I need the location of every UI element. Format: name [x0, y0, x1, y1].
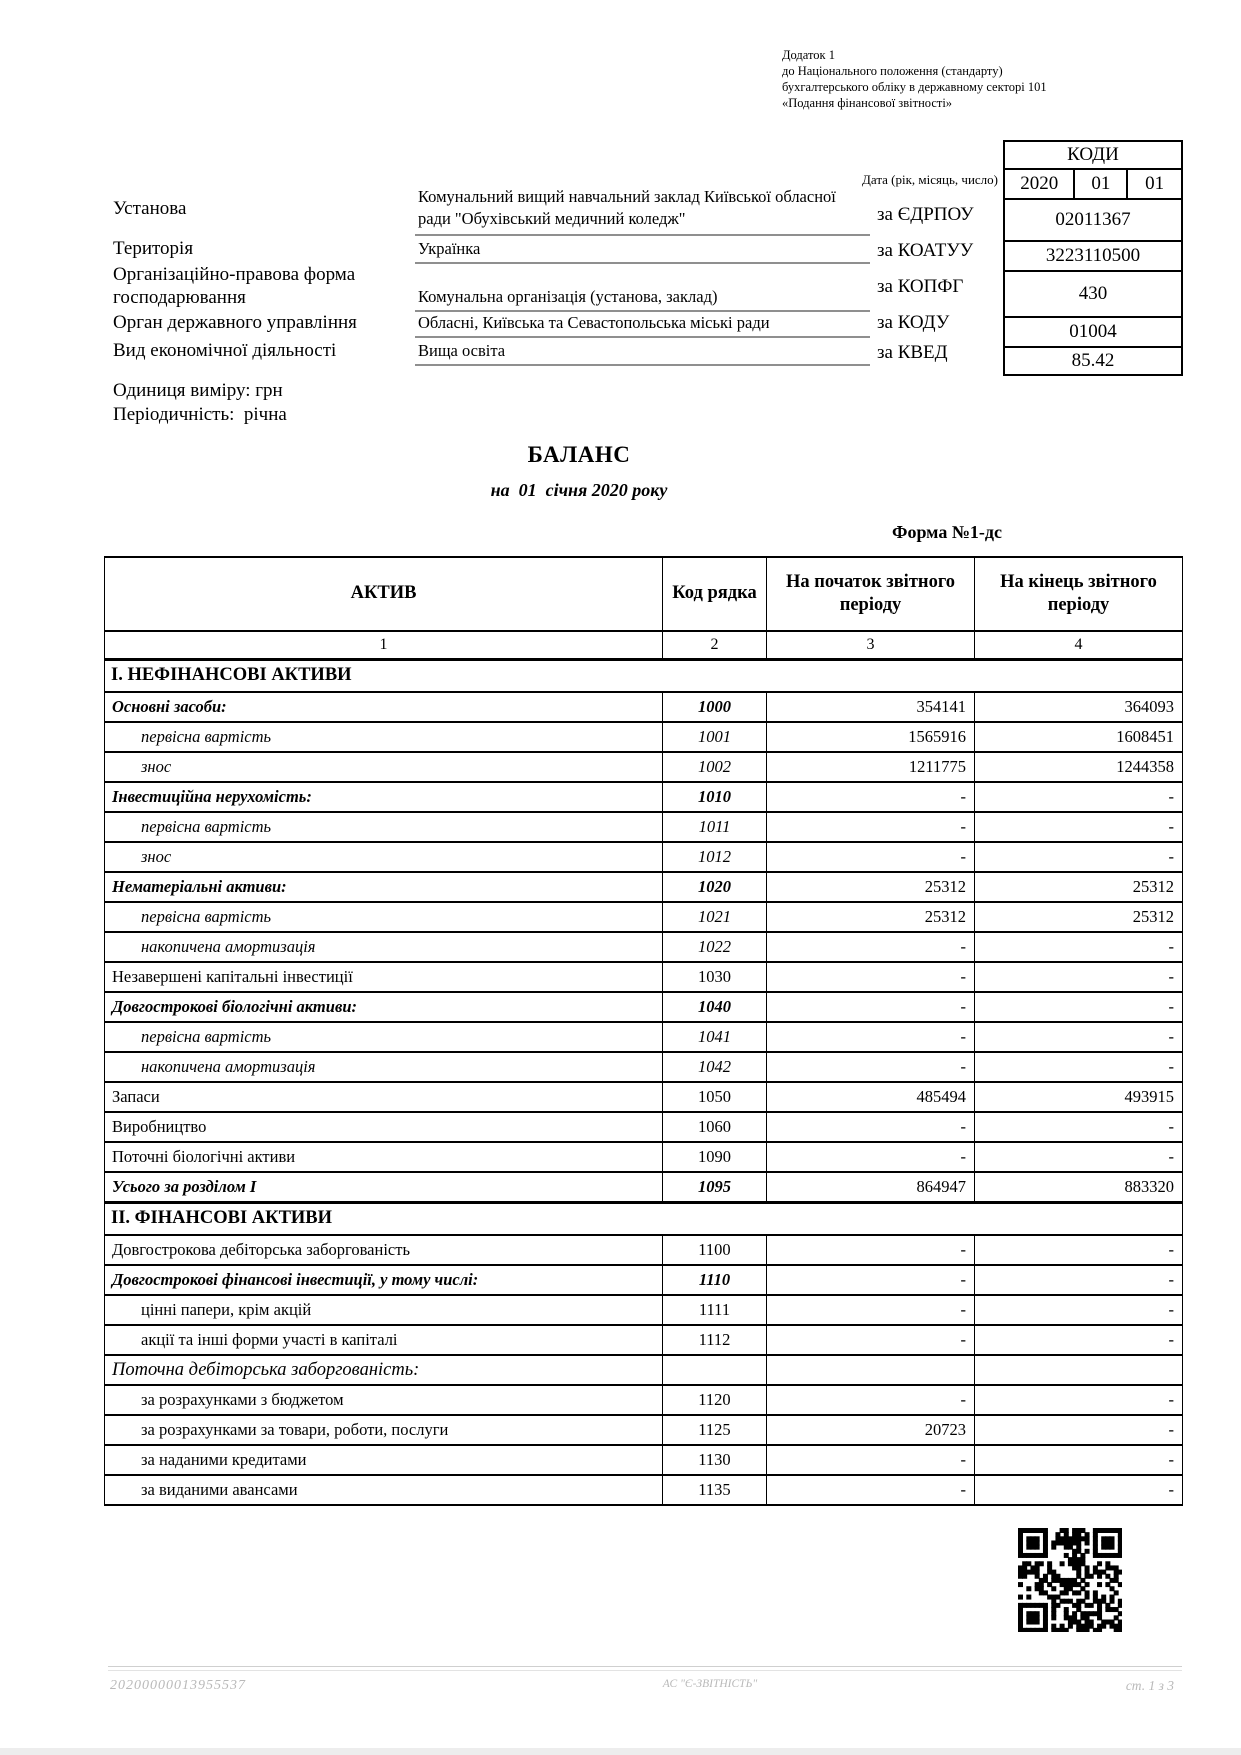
cell-start-1130: - [767, 1445, 975, 1475]
codes-date-row [1003, 168, 1183, 200]
cell-start-1120: - [767, 1385, 975, 1415]
header-aktiv: АКТИВ [105, 557, 663, 631]
cell-label-1095: Усього за розділом І [105, 1172, 663, 1202]
cell-label-1112: акції та інші форми участі в капіталі [105, 1325, 663, 1355]
cell-label-1125: за розрахунками за товари, роботи, послуги [105, 1415, 663, 1445]
org-form-label: Організаційно-правова форма господарювання [113, 264, 356, 308]
cell-start-1040: - [767, 992, 975, 1022]
cell-end-1030: - [975, 962, 1183, 992]
cell-end-1135: - [975, 1475, 1183, 1505]
document-annotation [782, 47, 1047, 111]
cell-start-1060: - [767, 1112, 975, 1142]
cell-code-1090: 1090 [663, 1142, 767, 1172]
cell-label-1111: цінні папери, крім акцій [105, 1295, 663, 1325]
cell-start-1135: - [767, 1475, 975, 1505]
cell-label-1090: Поточні біологічні активи [105, 1142, 663, 1172]
table-row-1120 [105, 1385, 1183, 1415]
territory-value: Українка [415, 238, 870, 264]
cell-label-1021: первісна вартість [105, 902, 663, 932]
cell-label-1012: знос [105, 842, 663, 872]
cell-code-1112: 1112 [663, 1325, 767, 1355]
cell-code-1041: 1041 [663, 1022, 767, 1052]
cell-start-1030: - [767, 962, 975, 992]
cell-label-1040: Довгострокові біологічні активи: [105, 992, 663, 1022]
periodicity: Періодичність: річна [113, 404, 287, 425]
cell-start-1012: - [767, 842, 975, 872]
report-date-subtitle: на 01 січня 2020 року [490, 480, 668, 500]
edrpou-value-cell: 02011367 [1003, 198, 1183, 242]
table-row-1110 [105, 1265, 1183, 1295]
cell-label-1000: Основні засоби: [105, 692, 663, 722]
cell-label: Поточна дебіторська заборгованість: [105, 1355, 663, 1385]
section-header: ІІ. ФІНАНСОВІ АКТИВИ [105, 1202, 1183, 1235]
cell-start-1042: - [767, 1052, 975, 1082]
table-row-1050 [105, 1082, 1183, 1112]
cell-end-1130: - [975, 1445, 1183, 1475]
cell-label-1130: за наданими кредитами [105, 1445, 663, 1475]
colnum-3: 3 [767, 631, 975, 659]
cell-start-1022: - [767, 932, 975, 962]
cell-code-1060: 1060 [663, 1112, 767, 1142]
table-row-1111 [105, 1295, 1183, 1325]
territory-label: Територія [113, 238, 194, 259]
annotation-line: Додаток 1 [782, 48, 835, 62]
header-period-start: На початок звітного періоду [767, 557, 975, 631]
cell-label-1002: знос [105, 752, 663, 782]
kved-label: за КВЕД [877, 342, 948, 363]
cell-start-1112: - [767, 1325, 975, 1355]
cell-start-1050: 485494 [767, 1082, 975, 1112]
cell-code-1011: 1011 [663, 812, 767, 842]
cell-end-1012: - [975, 842, 1183, 872]
cell-start-1001: 1565916 [767, 722, 975, 752]
org-form-value: Комунальна організація (установа, заклад) [415, 286, 870, 312]
kodu-value-cell: 01004 [1003, 316, 1183, 348]
cell-code [663, 1355, 767, 1385]
column-numbering-row [105, 631, 1183, 659]
cell-end-1111: - [975, 1295, 1183, 1325]
codes-table [1003, 140, 1183, 376]
table-row-1022 [105, 932, 1183, 962]
cell-start-1111: - [767, 1295, 975, 1325]
cell-code-1021: 1021 [663, 902, 767, 932]
annotation-line: «Подання фінансової звітності» [782, 96, 953, 110]
header-row-code: Код рядка [663, 557, 767, 631]
cell-end [975, 1355, 1183, 1385]
cell-start-1090: - [767, 1142, 975, 1172]
cell-label-1135: за виданими авансами [105, 1475, 663, 1505]
table-row-1030 [105, 962, 1183, 992]
table-row-1000 [105, 692, 1183, 722]
unit-of-measure: Одиниця виміру: грн [113, 380, 283, 401]
cell-end-1100: - [975, 1235, 1183, 1265]
cell-start-1100: - [767, 1235, 975, 1265]
table-row-1010 [105, 782, 1183, 812]
institution-label: Установа [113, 198, 187, 219]
footer-page-number: ст. 1 з 3 [1125, 1678, 1174, 1693]
cell-code-1002: 1002 [663, 752, 767, 782]
cell-code-1040: 1040 [663, 992, 767, 1022]
cell-code-1012: 1012 [663, 842, 767, 872]
cell-end-1125: - [975, 1415, 1183, 1445]
cell-end-1110: - [975, 1265, 1183, 1295]
cell-code-1130: 1130 [663, 1445, 767, 1475]
table-row-1090 [105, 1142, 1183, 1172]
cell-code-1135: 1135 [663, 1475, 767, 1505]
section-header-row [105, 1202, 1183, 1235]
cell-label-1120: за розрахунками з бюджетом [105, 1385, 663, 1415]
colnum-2: 2 [663, 631, 767, 659]
cell-label-1030: Незавершені капітальні інвестиції [105, 962, 663, 992]
table-row-1125 [105, 1415, 1183, 1445]
gov-body-label: Орган державного управління [113, 312, 357, 333]
gov-body-value: Обласні, Київська та Севастопольська міські ради [415, 312, 870, 338]
cell-end-1120: - [975, 1385, 1183, 1415]
cell-end-1060: - [975, 1112, 1183, 1142]
header-period-end: На кінець звітного періоду [975, 557, 1183, 631]
page-bottom-edge [0, 1748, 1241, 1755]
cell-end-1000: 364093 [975, 692, 1183, 722]
qr-code [1018, 1528, 1122, 1632]
table-row-1095 [105, 1172, 1183, 1202]
cell-end-1022: - [975, 932, 1183, 962]
date-label: Дата (рік, місяць, число) [862, 172, 998, 187]
cell-end-1042: - [975, 1052, 1183, 1082]
cell-end-1040: - [975, 992, 1183, 1022]
cell-code-1042: 1042 [663, 1052, 767, 1082]
cell-label-1050: Запаси [105, 1082, 663, 1112]
report-title: БАЛАНС [527, 442, 631, 467]
cell-end-1010: - [975, 782, 1183, 812]
table-row-1100 [105, 1235, 1183, 1265]
date-month-cell: 01 [1075, 170, 1128, 198]
table-row-1041 [105, 1022, 1183, 1052]
cell-end-1021: 25312 [975, 902, 1183, 932]
cell-start-1095: 864947 [767, 1172, 975, 1202]
cell-start-1020: 25312 [767, 872, 975, 902]
colnum-4: 4 [975, 631, 1183, 659]
cell-label-1100: Довгострокова дебіторська заборгованість [105, 1235, 663, 1265]
cell-label-1011: первісна вартість [105, 812, 663, 842]
cell-code-1125: 1125 [663, 1415, 767, 1445]
kved-value-cell: 85.42 [1003, 346, 1183, 376]
cell-start-1000: 354141 [767, 692, 975, 722]
cell-end-1001: 1608451 [975, 722, 1183, 752]
codes-header: КОДИ [1003, 140, 1183, 170]
table-row-1001 [105, 722, 1183, 752]
date-day-cell: 01 [1145, 173, 1165, 194]
table-row-1021 [105, 902, 1183, 932]
table-row-1060 [105, 1112, 1183, 1142]
cell-start-1002: 1211775 [767, 752, 975, 782]
activity-value: Вища освіта [415, 340, 870, 366]
table-row-1040 [105, 992, 1183, 1022]
date-year-cell: 2020 [1005, 170, 1075, 198]
table-row-1012 [105, 842, 1183, 872]
cell-start-1110: - [767, 1265, 975, 1295]
annotation-line: до Національного положення (стандарту) [782, 64, 1003, 78]
cell-code-1000: 1000 [663, 692, 767, 722]
kopfg-label: за КОПФГ [877, 276, 964, 297]
cell-label-1001: первісна вартість [105, 722, 663, 752]
cell-label-1022: накопичена амортизація [105, 932, 663, 962]
cell-code-1020: 1020 [663, 872, 767, 902]
footer-doc-number: 20200000013955537 [110, 1678, 246, 1693]
table-row-1011 [105, 812, 1183, 842]
cell-code-1095: 1095 [663, 1172, 767, 1202]
footer-system-name: АС "Є-ЗВІТНІСТЬ" [662, 1678, 758, 1690]
section-header-row [105, 659, 1183, 692]
koatuu-value-cell: 3223110500 [1003, 240, 1183, 272]
cell-code-1022: 1022 [663, 932, 767, 962]
koatuu-label: за КОАТУУ [877, 240, 974, 261]
annotation-line: бухгалтерського обліку в державному секторі 101 [782, 80, 1047, 94]
section-header: І. НЕФІНАНСОВІ АКТИВИ [105, 659, 1183, 692]
table-row-1135 [105, 1475, 1183, 1505]
table-row [105, 1355, 1183, 1385]
edrpou-label: за ЄДРПОУ [877, 204, 974, 225]
cell-label-1110: Довгострокові фінансові інвестиції, у тому числі: [105, 1265, 663, 1295]
cell-code-1030: 1030 [663, 962, 767, 992]
cell-label-1041: первісна вартість [105, 1022, 663, 1052]
cell-code-1050: 1050 [663, 1082, 767, 1112]
cell-end-1090: - [975, 1142, 1183, 1172]
cell-end-1002: 1244358 [975, 752, 1183, 782]
cell-start [767, 1355, 975, 1385]
cell-code-1120: 1120 [663, 1385, 767, 1415]
table-header-row [105, 557, 1183, 631]
cell-label-1060: Виробництво [105, 1112, 663, 1142]
table-row-1020 [105, 872, 1183, 902]
table-row-1112 [105, 1325, 1183, 1355]
cell-start-1125: 20723 [767, 1415, 975, 1445]
activity-label: Вид економічної діяльності [113, 340, 337, 361]
cell-code-1111: 1111 [663, 1295, 767, 1325]
table-row-1130 [105, 1445, 1183, 1475]
colnum-1: 1 [105, 631, 663, 659]
cell-code-1100: 1100 [663, 1235, 767, 1265]
balance-table-body [105, 659, 1183, 1505]
balance-table [104, 556, 1183, 1506]
cell-end-1020: 25312 [975, 872, 1183, 902]
cell-start-1041: - [767, 1022, 975, 1052]
table-row-1002 [105, 752, 1183, 782]
cell-end-1011: - [975, 812, 1183, 842]
cell-end-1095: 883320 [975, 1172, 1183, 1202]
title-block [104, 442, 1054, 501]
kopfg-value-cell: 430 [1003, 270, 1183, 318]
cell-label-1042: накопичена амортизація [105, 1052, 663, 1082]
cell-code-1001: 1001 [663, 722, 767, 752]
institution-value: Комунальний вищий навчальний заклад Київської обласної ради "Обухівський медичний коледж" [415, 186, 870, 236]
kodu-label: за КОДУ [877, 312, 950, 333]
cell-label-1020: Нематеріальні активи: [105, 872, 663, 902]
cell-start-1021: 25312 [767, 902, 975, 932]
cell-end-1050: 493915 [975, 1082, 1183, 1112]
cell-end-1112: - [975, 1325, 1183, 1355]
cell-code-1010: 1010 [663, 782, 767, 812]
form-number-label: Форма №1-дс [891, 522, 1002, 542]
cell-end-1041: - [975, 1022, 1183, 1052]
cell-label-1010: Інвестиційна нерухомість: [105, 782, 663, 812]
cell-start-1010: - [767, 782, 975, 812]
cell-start-1011: - [767, 812, 975, 842]
table-row-1042 [105, 1052, 1183, 1082]
footer-divider [108, 1666, 1182, 1671]
cell-code-1110: 1110 [663, 1265, 767, 1295]
